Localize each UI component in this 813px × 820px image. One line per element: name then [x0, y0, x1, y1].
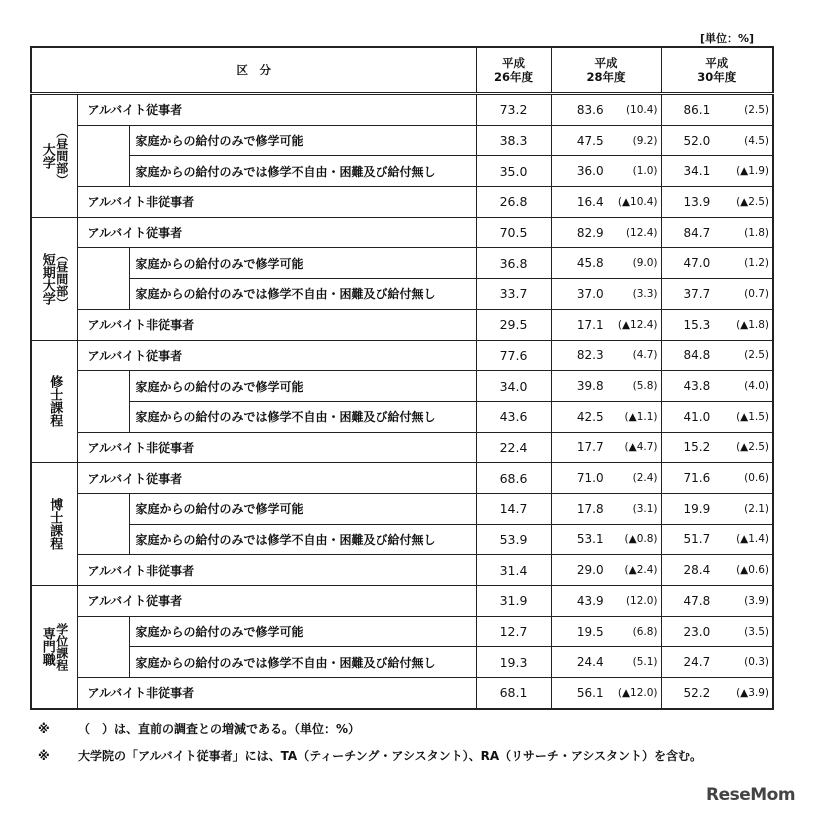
value-h30: 52.0 — [661, 125, 718, 156]
row-label: アルバイト非従事者 — [77, 432, 476, 463]
change-h28: (12.0) — [611, 586, 661, 617]
header-category: 区 分 — [31, 47, 476, 94]
value-h28: 83.6 — [551, 94, 611, 126]
change-h30: (0.6) — [718, 463, 773, 494]
value-h30: 23.0 — [661, 616, 718, 647]
category-name: 短期大学 — [39, 252, 55, 305]
value-h28: 16.4 — [551, 187, 611, 218]
change-h30: (3.9) — [718, 586, 773, 617]
table-row — [31, 279, 773, 310]
value-h30: 86.1 — [661, 94, 718, 126]
value-h26: 68.1 — [476, 678, 551, 709]
table-row — [31, 432, 773, 463]
value-h26: 31.9 — [476, 586, 551, 617]
note-mark: ※ — [38, 722, 50, 736]
table-row — [31, 401, 773, 432]
value-h26: 29.5 — [476, 309, 551, 340]
change-h28: (▲1.1) — [611, 401, 661, 432]
value-h28: 47.5 — [551, 125, 611, 156]
table-row — [31, 616, 773, 647]
category-subname: ︵昼間部︶ — [54, 125, 69, 186]
value-h26: 14.7 — [476, 493, 551, 524]
change-h30: (▲0.6) — [718, 555, 773, 586]
row-label: アルバイト非従事者 — [77, 678, 476, 709]
row-label: 家庭からの給付のみで修学可能 — [129, 125, 476, 156]
change-h30: (4.5) — [718, 125, 773, 156]
row-label: 家庭からの給付のみでは修学不自由・困難及び給付無し — [129, 156, 476, 187]
table-row — [31, 217, 773, 248]
change-h30: (0.7) — [718, 279, 773, 310]
value-h26: 19.3 — [476, 647, 551, 678]
value-h28: 43.9 — [551, 586, 611, 617]
change-h30: (▲1.5) — [718, 401, 773, 432]
row-label: 家庭からの給付のみでは修学不自由・困難及び給付無し — [129, 279, 476, 310]
row-label: 家庭からの給付のみでは修学不自由・困難及び給付無し — [129, 524, 476, 555]
change-h28: (3.1) — [611, 493, 661, 524]
change-h30: (▲1.9) — [718, 156, 773, 187]
value-h28: 17.7 — [551, 432, 611, 463]
value-h28: 71.0 — [551, 463, 611, 494]
change-h30: (2.1) — [718, 493, 773, 524]
change-h28: (3.3) — [611, 279, 661, 310]
value-h30: 84.8 — [661, 340, 718, 371]
value-h30: 28.4 — [661, 555, 718, 586]
table-row — [31, 187, 773, 218]
header-h30: 平成 30年度 — [661, 47, 773, 94]
value-h28: 36.0 — [551, 156, 611, 187]
value-h28: 39.8 — [551, 371, 611, 402]
indent-cell — [77, 493, 129, 554]
value-h30: 24.7 — [661, 647, 718, 678]
row-label: アルバイト従事者 — [77, 217, 476, 248]
change-h30: (▲1.8) — [718, 309, 773, 340]
value-h26: 68.6 — [476, 463, 551, 494]
value-h30: 47.0 — [661, 248, 718, 279]
row-label: 家庭からの給付のみで修学可能 — [129, 248, 476, 279]
row-label: 家庭からの給付のみで修学可能 — [129, 616, 476, 647]
value-h30: 43.8 — [661, 371, 718, 402]
value-h30: 19.9 — [661, 493, 718, 524]
row-label: アルバイト従事者 — [77, 340, 476, 371]
change-h30: (4.0) — [718, 371, 773, 402]
change-h28: (▲12.4) — [611, 309, 661, 340]
change-h28: (5.8) — [611, 371, 661, 402]
change-h28: (▲12.0) — [611, 678, 661, 709]
value-h26: 33.7 — [476, 279, 551, 310]
value-h26: 73.2 — [476, 94, 551, 126]
value-h26: 26.8 — [476, 187, 551, 218]
change-h28: (9.0) — [611, 248, 661, 279]
table-row — [31, 493, 773, 524]
note-text: （ ）は、直前の調査との増減である。（単位：%） — [78, 722, 361, 736]
table-row — [31, 156, 773, 187]
row-label: 家庭からの給付のみで修学可能 — [129, 493, 476, 524]
change-h30: (1.2) — [718, 248, 773, 279]
value-h26: 22.4 — [476, 432, 551, 463]
table-row — [31, 647, 773, 678]
row-label: アルバイト非従事者 — [77, 309, 476, 340]
value-h28: 82.3 — [551, 340, 611, 371]
value-h26: 36.8 — [476, 248, 551, 279]
value-h28: 56.1 — [551, 678, 611, 709]
value-h30: 15.3 — [661, 309, 718, 340]
row-label: 家庭からの給付のみでは修学不自由・困難及び給付無し — [129, 647, 476, 678]
table-row — [31, 555, 773, 586]
change-h28: (▲4.7) — [611, 432, 661, 463]
table-row — [31, 248, 773, 279]
value-h26: 31.4 — [476, 555, 551, 586]
change-h30: (1.8) — [718, 217, 773, 248]
value-h30: 37.7 — [661, 279, 718, 310]
resemom-logo: ReseMom — [706, 785, 796, 805]
table-row — [31, 678, 773, 709]
row-label: 家庭からの給付のみでは修学不自由・困難及び給付無し — [129, 401, 476, 432]
value-h30: 34.1 — [661, 156, 718, 187]
change-h28: (9.2) — [611, 125, 661, 156]
value-h30: 41.0 — [661, 401, 718, 432]
header-h28: 平成 28年度 — [551, 47, 661, 94]
change-h30: (▲1.4) — [718, 524, 773, 555]
header-row — [31, 47, 773, 94]
change-h30: (▲3.9) — [718, 678, 773, 709]
change-h28: (10.4) — [611, 94, 661, 126]
category-subname: 学位課程 — [54, 622, 69, 671]
value-h28: 45.8 — [551, 248, 611, 279]
value-h28: 82.9 — [551, 217, 611, 248]
indent-cell — [77, 616, 129, 677]
value-h28: 19.5 — [551, 616, 611, 647]
change-h28: (▲2.4) — [611, 555, 661, 586]
value-h30: 52.2 — [661, 678, 718, 709]
change-h28: (4.7) — [611, 340, 661, 371]
student-part-time-job-table — [30, 46, 774, 710]
footnote — [38, 716, 702, 743]
value-h30: 71.6 — [661, 463, 718, 494]
value-h30: 15.2 — [661, 432, 718, 463]
table-row — [31, 125, 773, 156]
category-cell — [31, 94, 77, 218]
indent-cell — [77, 248, 129, 309]
table-row — [31, 371, 773, 402]
change-h30: (▲2.5) — [718, 432, 773, 463]
change-h28: (▲0.8) — [611, 524, 661, 555]
category-subname: ︵昼間部︶ — [54, 248, 69, 309]
row-label: アルバイト従事者 — [77, 463, 476, 494]
note-mark: ※ — [38, 749, 50, 763]
table-row — [31, 340, 773, 371]
change-h28: (12.4) — [611, 217, 661, 248]
category-cell — [31, 463, 77, 586]
change-h30: (2.5) — [718, 340, 773, 371]
table-row — [31, 524, 773, 555]
row-label: アルバイト非従事者 — [77, 555, 476, 586]
category-cell — [31, 586, 77, 709]
value-h26: 77.6 — [476, 340, 551, 371]
value-h26: 35.0 — [476, 156, 551, 187]
value-h30: 13.9 — [661, 187, 718, 218]
value-h30: 84.7 — [661, 217, 718, 248]
value-h28: 53.1 — [551, 524, 611, 555]
change-h30: (3.5) — [718, 616, 773, 647]
unit-label: [単位：%] — [700, 32, 755, 45]
value-h28: 37.0 — [551, 279, 611, 310]
value-h26: 53.9 — [476, 524, 551, 555]
change-h30: (0.3) — [718, 647, 773, 678]
value-h28: 17.1 — [551, 309, 611, 340]
change-h28: (5.1) — [611, 647, 661, 678]
indent-cell — [77, 125, 129, 186]
indent-cell — [77, 371, 129, 432]
header-h26: 平成 26年度 — [476, 47, 551, 94]
change-h28: (▲10.4) — [611, 187, 661, 218]
value-h26: 70.5 — [476, 217, 551, 248]
footnotes — [38, 716, 702, 770]
table-row — [31, 586, 773, 617]
note-text: 大学院の「アルバイト従事者」には、TA（ティーチング・アシスタント）、RA（リサーチ・アシスタント）を含む。 — [78, 749, 703, 763]
change-h30: (▲2.5) — [718, 187, 773, 218]
value-h28: 24.4 — [551, 647, 611, 678]
category-name: 修士課程 — [47, 375, 63, 428]
value-h26: 43.6 — [476, 401, 551, 432]
category-name: 専門職 — [39, 627, 55, 667]
row-label: アルバイト非従事者 — [77, 187, 476, 218]
category-name: 博士課程 — [47, 498, 63, 551]
table-row — [31, 94, 773, 126]
value-h28: 42.5 — [551, 401, 611, 432]
change-h30: (2.5) — [718, 94, 773, 126]
value-h28: 29.0 — [551, 555, 611, 586]
value-h26: 34.0 — [476, 371, 551, 402]
category-name: 大学 — [39, 142, 55, 169]
table-row — [31, 309, 773, 340]
change-h28: (1.0) — [611, 156, 661, 187]
value-h28: 17.8 — [551, 493, 611, 524]
row-label: 家庭からの給付のみで修学可能 — [129, 371, 476, 402]
footnote — [38, 743, 702, 770]
value-h26: 38.3 — [476, 125, 551, 156]
value-h30: 47.8 — [661, 586, 718, 617]
category-cell — [31, 217, 77, 340]
row-label: アルバイト従事者 — [77, 586, 476, 617]
row-label: アルバイト従事者 — [77, 94, 476, 126]
change-h28: (6.8) — [611, 616, 661, 647]
change-h28: (2.4) — [611, 463, 661, 494]
value-h26: 12.7 — [476, 616, 551, 647]
value-h30: 51.7 — [661, 524, 718, 555]
table-row — [31, 463, 773, 494]
category-cell — [31, 340, 77, 463]
